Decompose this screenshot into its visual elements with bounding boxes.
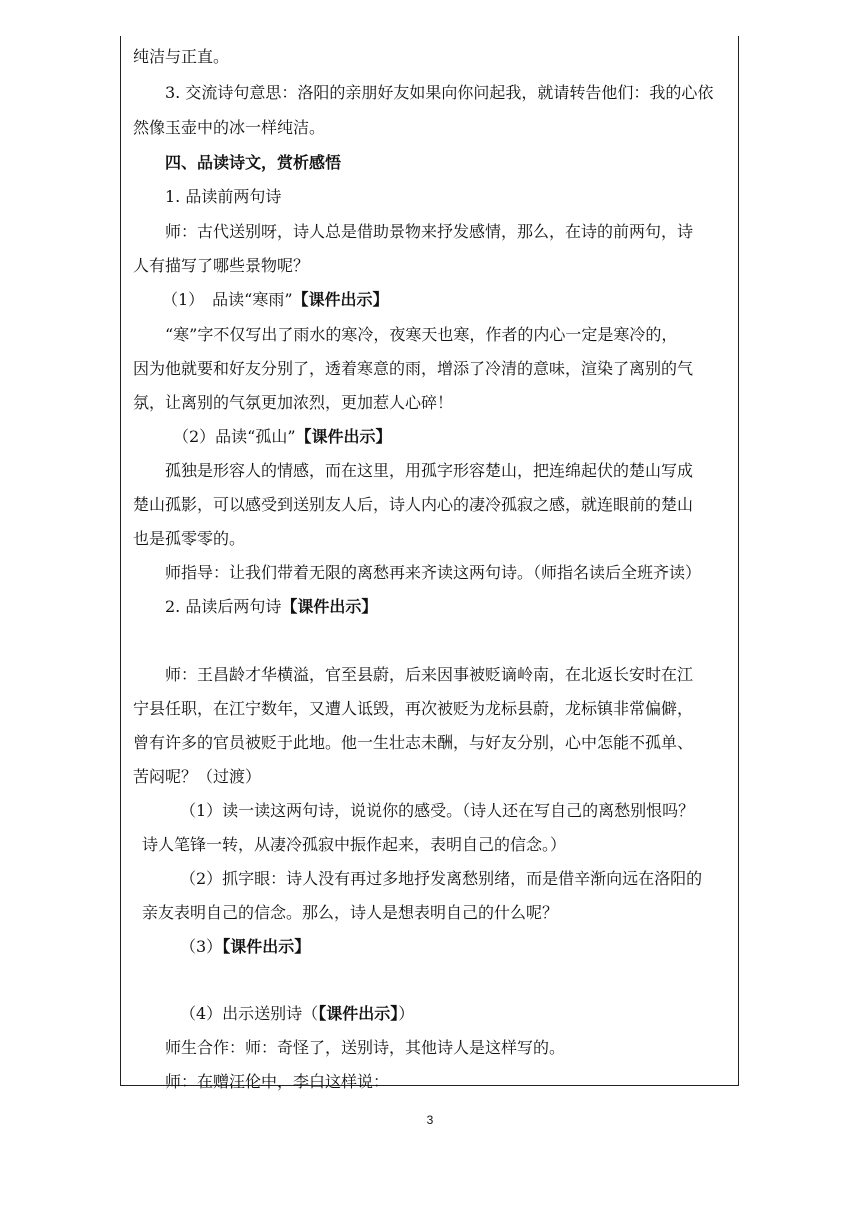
text-line (142, 835, 566, 855)
text-line (180, 937, 310, 957)
text-span: 师：在赠汪伦中，李白这样说： (165, 1072, 390, 1091)
text-line (165, 325, 677, 345)
text-span: 人有描写了哪些景物呢？ (133, 256, 310, 275)
text-line (165, 83, 713, 103)
bold-text: 【课件出示】 (222, 937, 311, 956)
bold-text: 【课件出示】 (281, 597, 378, 616)
text-span: 也是孤零零的。 (133, 529, 246, 548)
text-span: 氛，让离别的气氛更加浓烈，更加惹人心碎！ (133, 393, 454, 412)
text-span: 孤独是形容人的情感，而在这里，用孤字形容楚山，把连绵起伏的楚山写成 (165, 461, 694, 480)
text-line (165, 1038, 565, 1058)
text-line (165, 665, 693, 685)
text-span: 纯洁与正直。 (133, 47, 230, 66)
text-span: （4）出示送别诗（ (180, 1004, 319, 1023)
text-span: （1）读一读这两句诗，说说你的感受。（诗人还在写自己的离愁别恨吗？ (180, 801, 695, 820)
text-span: 因为他就要和好友分别了，透着寒意的雨，增添了冷清的意味，渲染了离别的气 (133, 359, 694, 378)
text-line (133, 495, 693, 515)
text-line (133, 359, 693, 379)
text-line (165, 1072, 389, 1092)
text-span: 1. 品读前两句诗 (165, 187, 282, 206)
text-line (133, 733, 693, 753)
text-line (180, 869, 702, 889)
text-span: （3） (180, 937, 223, 956)
text-line (133, 47, 229, 67)
text-line (133, 118, 325, 138)
text-span: 师：古代送别呀，诗人总是借助景物来抒发感情，那么，在诗的前两句，诗 (165, 222, 694, 241)
bold-text: 四、品读诗文，赏析感悟 (165, 153, 342, 172)
text-line (180, 1004, 414, 1024)
text-line (133, 393, 453, 413)
text-line (162, 290, 389, 310)
text-span: 亲友表明自己的信念。那么，诗人是想表明自己的什么呢？ (142, 903, 559, 922)
text-span: “寒”字不仅写出了雨水的寒冷，夜寒天也寒，作者的内心一定是寒冷的， (165, 325, 678, 344)
text-line (165, 461, 693, 481)
text-line (173, 427, 392, 447)
bold-text: 【课件出示】 (292, 290, 389, 309)
text-line (165, 597, 377, 617)
text-span: 宁县任职，在江宁数年，又遭人诋毁，再次被贬为龙标县蔚，龙标镇非常偏僻， (133, 699, 694, 718)
text-line (165, 563, 701, 583)
text-line (133, 699, 693, 719)
text-line (180, 801, 694, 821)
text-line (133, 256, 309, 276)
text-span: 楚山孤影，可以感受到送别友人后，诗人内心的凄冷孤寂之感，就连眼前的楚山 (133, 495, 694, 514)
text-span: 师生合作：师：奇怪了，送别诗，其他诗人是这样写的。 (165, 1038, 566, 1057)
text-span: 师指导：让我们带着无限的离愁再来齐读这两句诗。（师指名读后全班齐读） (165, 563, 702, 582)
text-line (165, 222, 693, 242)
page-number: 3 (426, 1113, 434, 1127)
text-line (133, 529, 245, 549)
bold-text: 【课件出示】 (318, 1004, 399, 1023)
text-span: 然像玉壶中的冰一样纯洁。 (133, 118, 326, 137)
text-span: 2. 品读后两句诗 (165, 597, 282, 616)
text-span: （2）品读“孤山” (173, 427, 296, 446)
bold-text: 【课件出示】 (295, 427, 392, 446)
text-span: ） (398, 1004, 415, 1023)
text-line (133, 767, 261, 787)
text-span: 曾有许多的官员被贬于此地。他一生壮志未酬，与好友分别，心中怎能不孤单、 (133, 733, 694, 752)
text-span: （1） 品读“寒雨” (162, 290, 293, 309)
text-line (165, 153, 341, 173)
text-span: 苦闷呢？（过渡） (133, 767, 262, 786)
text-line (142, 903, 558, 923)
text-span: 师：王昌龄才华横溢，官至县蔚，后来因事被贬谪岭南，在北返长安时在江 (165, 665, 694, 684)
text-span: （2）抓字眼：诗人没有再过多地抒发离愁别绪，而是借辛渐向远在洛阳的 (180, 869, 703, 888)
text-span: 诗人笔锋一转，从凄冷孤寂中振作起来，表明自己的信念。） (142, 835, 567, 854)
text-span: 3. 交流诗句意思：洛阳的亲朋好友如果向你问起我，就请转告他们：我的心依 (165, 83, 714, 102)
text-line (165, 187, 281, 207)
